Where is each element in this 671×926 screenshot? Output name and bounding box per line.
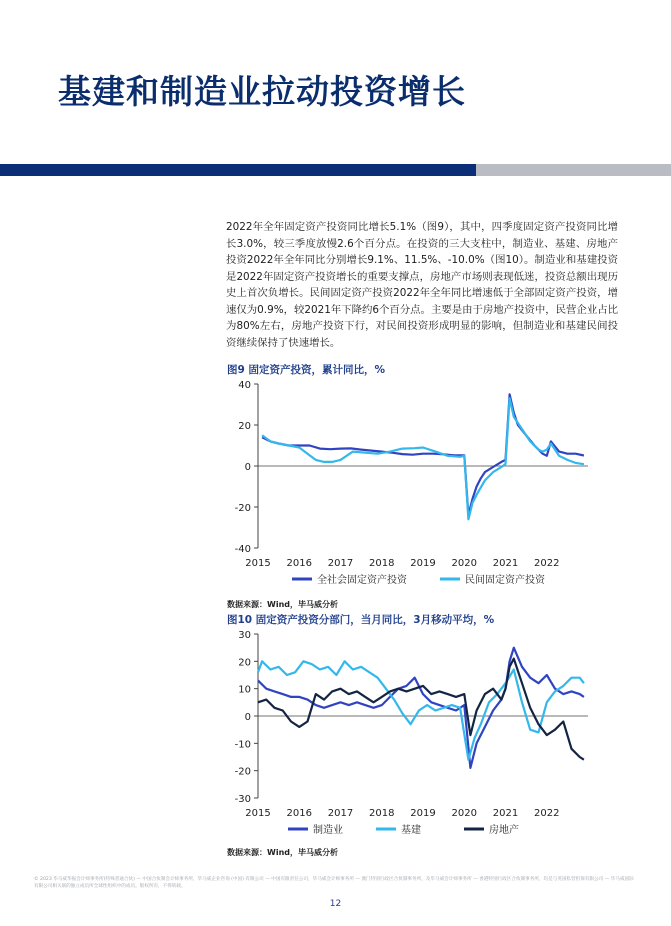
y-tick-label: 20 [238, 421, 251, 432]
x-tick-label: 2018 [369, 558, 395, 569]
y-tick-label: 0 [244, 462, 251, 473]
legend-label: 制造业 [313, 825, 343, 836]
x-tick-label: 2017 [327, 558, 354, 569]
x-tick-label: 2017 [327, 808, 354, 819]
body-paragraph: 2022年全年固定资产投资同比增长5.1%（图9），其中，四季度固定资产投资同比增长3.0%，较三季度放慢2.6个百分点。在投资的三大支柱中，制造业、基建、房地产投资2022年全年同比分别增长9.1%、11.5%、-10.0%（图10）。制造业和基建投资是2022年固定资产投资增长的重要支撑点，房地产市场则表现低迷，投资总额出现历史上首次负增长。民间固定资产投资2022年全年同比增速低于全部固定资产投资，增速仅为0.9%，较2021年下降约6个百分点。主要是由于房地产投资中，民营企业占比为80%左右，房地产投资下行，对民间投资形成明显的影响，但制造业和基建民间投资继续保持了快速增长。 [226, 221, 618, 349]
y-tick-label: 10 [238, 684, 251, 696]
header-bar-blue [0, 164, 476, 176]
x-tick-label: 2021 [492, 558, 519, 569]
x-tick-label: 2020 [451, 558, 477, 569]
legend-label: 民间固定资产投资 [465, 575, 545, 586]
figure-10-source: 数据来源：Wind，毕马威分析 [227, 848, 338, 857]
x-tick-label: 2020 [451, 808, 477, 819]
figure-10-chart [220, 626, 600, 844]
y-tick-label: 30 [238, 630, 251, 641]
x-tick-label: 2015 [245, 558, 271, 569]
x-tick-label: 2018 [369, 808, 395, 819]
y-tick-label: 20 [238, 657, 251, 669]
x-tick-label: 2019 [410, 808, 436, 819]
y-tick-label: 40 [238, 380, 251, 391]
series-line-2 [262, 398, 584, 519]
legend-label: 房地产 [489, 825, 519, 836]
x-tick-label: 2016 [286, 558, 312, 569]
series-line-1 [258, 648, 584, 768]
figure-10-title: 图10 固定资产投资分部门，当月同比，3月移动平均，% [227, 614, 495, 626]
y-tick-label: -30 [234, 794, 251, 805]
copyright-footer: © 2023 毕马威华振会计师事务所(特殊普通合伙) — 中国合伙制会计师事务所，毕马威企业咨询 (中国) 有限公司 — 中国有限责任公司，毕马威会计师事务所 — 澳门特别行政区合伙制事务所，及毕马威会计师事务所 — 香港特别行政区合伙制事务所，均是与英国私营担保有限公司 — 毕马威国际有限公司相关联的独立成员所全球性组织中的成员。版权所有，不得转载。 [34, 877, 634, 889]
x-tick-label: 2021 [492, 808, 519, 819]
legend-label: 全社会固定资产投资 [317, 575, 407, 586]
y-tick-label: 0 [244, 712, 251, 723]
x-tick-label: 2022 [534, 808, 560, 819]
x-tick-label: 2015 [245, 808, 271, 819]
x-tick-label: 2022 [534, 558, 560, 569]
x-tick-label: 2016 [286, 808, 312, 819]
y-tick-label: -20 [234, 766, 251, 778]
header-bar-grey [476, 164, 671, 176]
figure-9-source: 数据来源：Wind，毕马威分析 [227, 600, 338, 609]
y-tick-label: -10 [234, 739, 251, 751]
x-tick-label: 2019 [410, 558, 436, 569]
page-number: 12 [329, 899, 342, 909]
y-tick-label: -20 [234, 503, 251, 514]
figure-9-chart [220, 376, 600, 594]
figure-9-title: 图9 固定资产投资，累计同比，% [227, 364, 385, 376]
y-tick-label: -40 [234, 544, 251, 555]
series-line-2 [258, 661, 584, 759]
legend-label: 基建 [401, 825, 421, 836]
page-title: 基建和制造业拉动投资增长 [58, 72, 466, 111]
